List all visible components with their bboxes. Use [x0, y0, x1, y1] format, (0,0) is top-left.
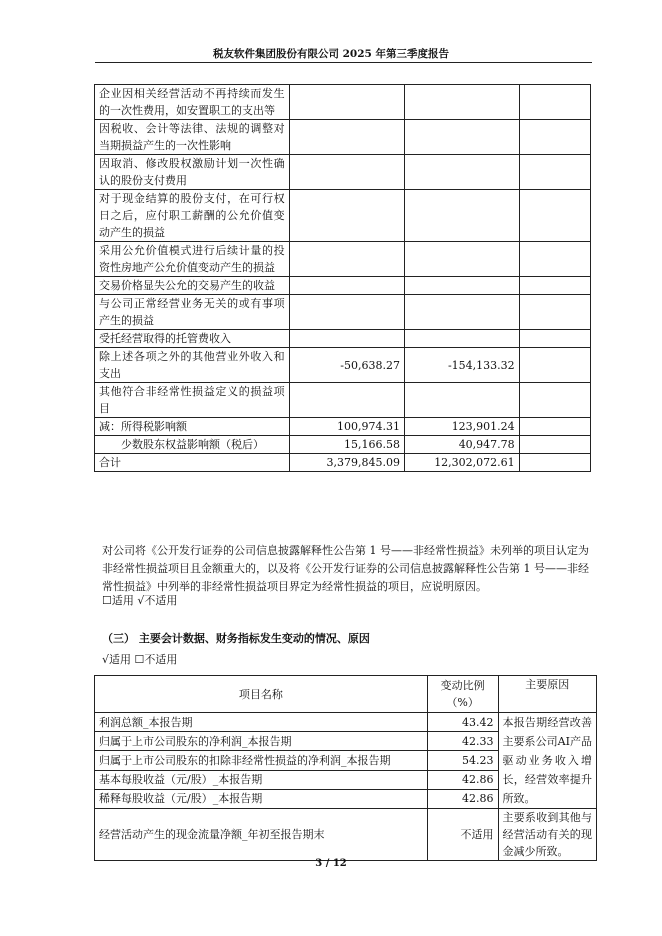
item-name: 交易价格显失公允的交易产生的收益	[95, 277, 290, 295]
main-reason: 主要系收到其他与经营活动有关的现金减少所致。	[498, 809, 597, 861]
change-ratio: 42.86	[427, 789, 498, 808]
header-change-ratio: 变动比例（%）	[427, 676, 498, 713]
main-reason: 本报告期经营改善主要系公司AI产品驱动业务收入增长，经营效率提升所致。	[498, 713, 597, 809]
item-note	[519, 436, 590, 454]
header-item-name: 项目名称	[95, 676, 428, 713]
report-header: 税友软件集团股份有限公司 2025 年第三季度报告	[212, 48, 450, 60]
item-note	[519, 120, 590, 155]
header-divider	[95, 62, 592, 63]
item-name: 归属于上市公司股东的净利润_本报告期	[95, 732, 428, 751]
table-row	[95, 155, 591, 190]
year-to-date-amount	[405, 190, 520, 242]
item-name: 减：所得税影响额	[95, 418, 290, 436]
current-period-amount	[289, 190, 404, 242]
table-row	[95, 85, 591, 120]
item-note	[519, 383, 590, 418]
item-note	[519, 418, 590, 436]
table-row	[95, 348, 591, 383]
change-ratio: 43.42	[427, 713, 498, 732]
year-to-date-amount	[405, 383, 520, 418]
current-period-amount	[289, 383, 404, 418]
current-period-amount	[289, 120, 404, 155]
year-to-date-amount: 123,901.24	[405, 418, 520, 436]
table-row	[95, 713, 597, 732]
current-period-amount: 3,379,845.09	[289, 454, 404, 472]
table-row	[95, 242, 591, 277]
item-name: 归属于上市公司股东的扣除非经常性损益的净利润_本报告期	[95, 751, 428, 770]
item-name: 稀释每股收益（元/股）_本报告期	[95, 789, 428, 808]
item-name: 采用公允价值模式进行后续计量的投资性房地产公允价值变动产生的损益	[95, 242, 290, 277]
changes-table	[94, 675, 597, 861]
current-period-amount	[289, 242, 404, 277]
item-note	[519, 454, 590, 472]
table-row	[95, 295, 591, 330]
year-to-date-amount	[405, 242, 520, 277]
item-note	[519, 295, 590, 330]
current-period-amount	[289, 85, 404, 120]
item-note	[519, 348, 590, 383]
item-name: 利润总额_本报告期	[95, 713, 428, 732]
current-period-amount: -50,638.27	[289, 348, 404, 383]
current-period-amount: 100,974.31	[289, 418, 404, 436]
table-row	[95, 383, 591, 418]
item-note	[519, 330, 590, 348]
section-applicable-status: √适用 ☐不适用	[102, 653, 178, 666]
item-name: 对于现金结算的股份支付，在可行权日之后，应付职工薪酬的公允价值变动产生的损益	[95, 190, 290, 242]
item-name: 基本每股收益（元/股）_本报告期	[95, 770, 428, 789]
year-to-date-amount	[405, 120, 520, 155]
item-note	[519, 155, 590, 190]
year-to-date-amount	[405, 277, 520, 295]
current-period-amount	[289, 277, 404, 295]
item-name: 受托经营取得的托管费收入	[95, 330, 290, 348]
table-header-row	[95, 676, 597, 713]
nonrecurring-items-table	[94, 84, 591, 472]
year-to-date-amount: 40,947.78	[405, 436, 520, 454]
table-row	[95, 454, 591, 472]
item-name: 因税收、会计等法律、法规的调整对当期损益产生的一次性影响	[95, 120, 290, 155]
change-ratio: 42.86	[427, 770, 498, 789]
notice-paragraph: 对公司将《公开发行证券的公司信息披露解释性公告第 1 号——非经常性损益》未列举的项目认定为非经常性损益项目且金额重大的，以及将《公开发行证券的公司信息披露解释性公告第 1 号——非经常性损益》中列举的非经常性损益项目界定为经常性损益的项目，应说明原因。	[102, 544, 589, 593]
item-name: 与公司正常经营业务无关的或有事项产生的损益	[95, 295, 290, 330]
table-row	[95, 418, 591, 436]
change-ratio: 42.33	[427, 732, 498, 751]
item-note	[519, 242, 590, 277]
table-row	[95, 330, 591, 348]
current-period-amount	[289, 155, 404, 190]
table-row	[95, 277, 591, 295]
item-name: 经营活动产生的现金流量净额_年初至报告期末	[95, 809, 428, 861]
table-row	[95, 809, 597, 861]
applicable-status: ☐适用 √不适用	[102, 594, 178, 607]
item-note	[519, 85, 590, 120]
item-name: 企业因相关经营活动不再持续而发生的一次性费用，如安置职工的支出等	[95, 85, 290, 120]
item-note	[519, 277, 590, 295]
change-ratio: 不适用	[427, 809, 498, 861]
year-to-date-amount	[405, 295, 520, 330]
year-to-date-amount: -154,133.32	[405, 348, 520, 383]
item-name: 少数股东权益影响额（税后）	[95, 436, 290, 454]
item-name: 因取消、修改股权激励计划一次性确认的股份支付费用	[95, 155, 290, 190]
year-to-date-amount: 12,302,072.61	[405, 454, 520, 472]
table-row	[95, 436, 591, 454]
year-to-date-amount	[405, 85, 520, 120]
section-title: （三） 主要会计数据、财务指标发生变动的情况、原因	[102, 632, 370, 645]
current-period-amount	[289, 330, 404, 348]
item-name: 除上述各项之外的其他营业外收入和支出	[95, 348, 290, 383]
current-period-amount	[289, 295, 404, 330]
table-row	[95, 120, 591, 155]
current-period-amount: 15,166.58	[289, 436, 404, 454]
year-to-date-amount	[405, 155, 520, 190]
item-name: 合计	[95, 454, 290, 472]
year-to-date-amount	[405, 330, 520, 348]
item-note	[519, 190, 590, 242]
table-row	[95, 190, 591, 242]
page-number: 3 / 12	[315, 858, 347, 869]
item-name: 其他符合非经常性损益定义的损益项目	[95, 383, 290, 418]
header-main-reason: 主要原因	[498, 676, 597, 713]
change-ratio: 54.23	[427, 751, 498, 770]
